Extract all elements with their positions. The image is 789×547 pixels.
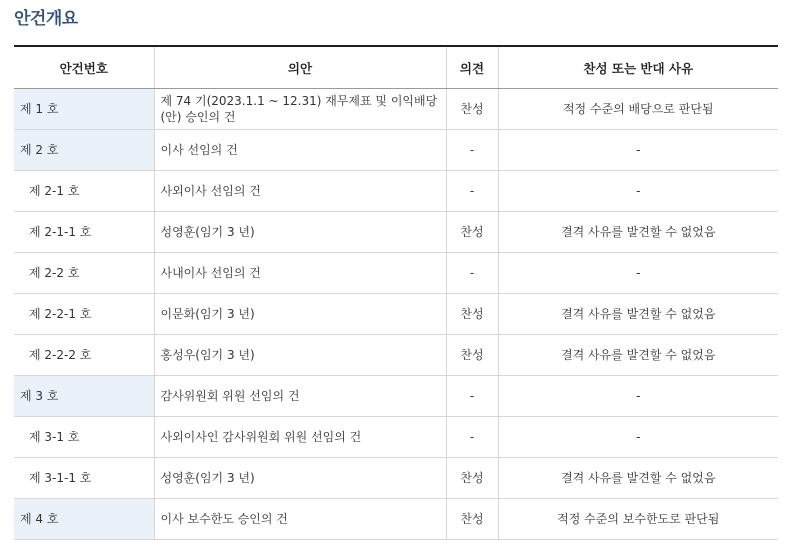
table-row: [14, 335, 778, 376]
header-agenda-no: 안건번호: [14, 46, 154, 89]
agenda-item-cell: 제 74 기(2023.1.1 ~ 12.31) 재무제표 및 이익배당(안) 승인의 건: [154, 89, 446, 130]
agenda-item-cell: 성영훈(임기 3 년): [154, 212, 446, 253]
agenda-no-cell: 제 1 호: [14, 89, 154, 130]
header-reason: 찬성 또는 반대 사유: [498, 46, 778, 89]
header-agenda-item: 의안: [154, 46, 446, 89]
table-row: [14, 499, 778, 540]
table-row: [14, 171, 778, 212]
reason-cell: 결격 사유를 발견할 수 없었음: [498, 335, 778, 376]
table-row: [14, 376, 778, 417]
reason-cell: 적정 수준의 배당으로 판단됨: [498, 89, 778, 130]
agenda-no-cell: 제 3 호: [14, 376, 154, 417]
agenda-no-cell: 제 2-1-1 호: [14, 212, 154, 253]
agenda-item-cell: 감사위원회 위원 선임의 건: [154, 376, 446, 417]
agenda-no-cell: 제 2-1 호: [14, 171, 154, 212]
agenda-no-cell: 제 2-2-2 호: [14, 335, 154, 376]
opinion-cell: 찬성: [446, 294, 498, 335]
agenda-item-cell: 이사 보수한도 승인의 건: [154, 499, 446, 540]
reason-cell: 결격 사유를 발견할 수 없었음: [498, 294, 778, 335]
reason-cell: -: [498, 253, 778, 294]
agenda-item-cell: 이문화(임기 3 년): [154, 294, 446, 335]
table-row: [14, 417, 778, 458]
table-row: [14, 212, 778, 253]
opinion-cell: -: [446, 171, 498, 212]
agenda-table-header: [14, 46, 778, 89]
agenda-no-cell: 제 2-2 호: [14, 253, 154, 294]
reason-cell: -: [498, 417, 778, 458]
agenda-no-cell: 제 2-2-1 호: [14, 294, 154, 335]
section-title: 안건개요: [14, 9, 78, 29]
reason-cell: 적정 수준의 보수한도로 판단됨: [498, 499, 778, 540]
agenda-item-cell: 사내이사 선임의 건: [154, 253, 446, 294]
agenda-item-cell: 이사 선임의 건: [154, 130, 446, 171]
header-opinion: 의견: [446, 46, 498, 89]
opinion-cell: -: [446, 130, 498, 171]
reason-cell: 결격 사유를 발견할 수 없었음: [498, 458, 778, 499]
reason-cell: -: [498, 376, 778, 417]
agenda-item-cell: 사외이사 선임의 건: [154, 171, 446, 212]
table-row: [14, 130, 778, 171]
reason-cell: -: [498, 130, 778, 171]
opinion-cell: 찬성: [446, 458, 498, 499]
agenda-no-cell: 제 3-1 호: [14, 417, 154, 458]
agenda-no-cell: 제 2 호: [14, 130, 154, 171]
agenda-table-body: [14, 89, 778, 540]
table-row: [14, 89, 778, 130]
reason-cell: -: [498, 171, 778, 212]
agenda-table: [14, 45, 778, 540]
opinion-cell: -: [446, 417, 498, 458]
table-row: [14, 253, 778, 294]
opinion-cell: -: [446, 253, 498, 294]
opinion-cell: 찬성: [446, 499, 498, 540]
table-row: [14, 294, 778, 335]
opinion-cell: 찬성: [446, 212, 498, 253]
table-row: [14, 458, 778, 499]
agenda-no-cell: 제 4 호: [14, 499, 154, 540]
agenda-item-cell: 홍성우(임기 3 년): [154, 335, 446, 376]
agenda-item-cell: 성영훈(임기 3 년): [154, 458, 446, 499]
agenda-item-cell: 사외이사인 감사위원회 위원 선임의 건: [154, 417, 446, 458]
opinion-cell: 찬성: [446, 335, 498, 376]
opinion-cell: -: [446, 376, 498, 417]
agenda-no-cell: 제 3-1-1 호: [14, 458, 154, 499]
reason-cell: 결격 사유를 발견할 수 없었음: [498, 212, 778, 253]
opinion-cell: 찬성: [446, 89, 498, 130]
